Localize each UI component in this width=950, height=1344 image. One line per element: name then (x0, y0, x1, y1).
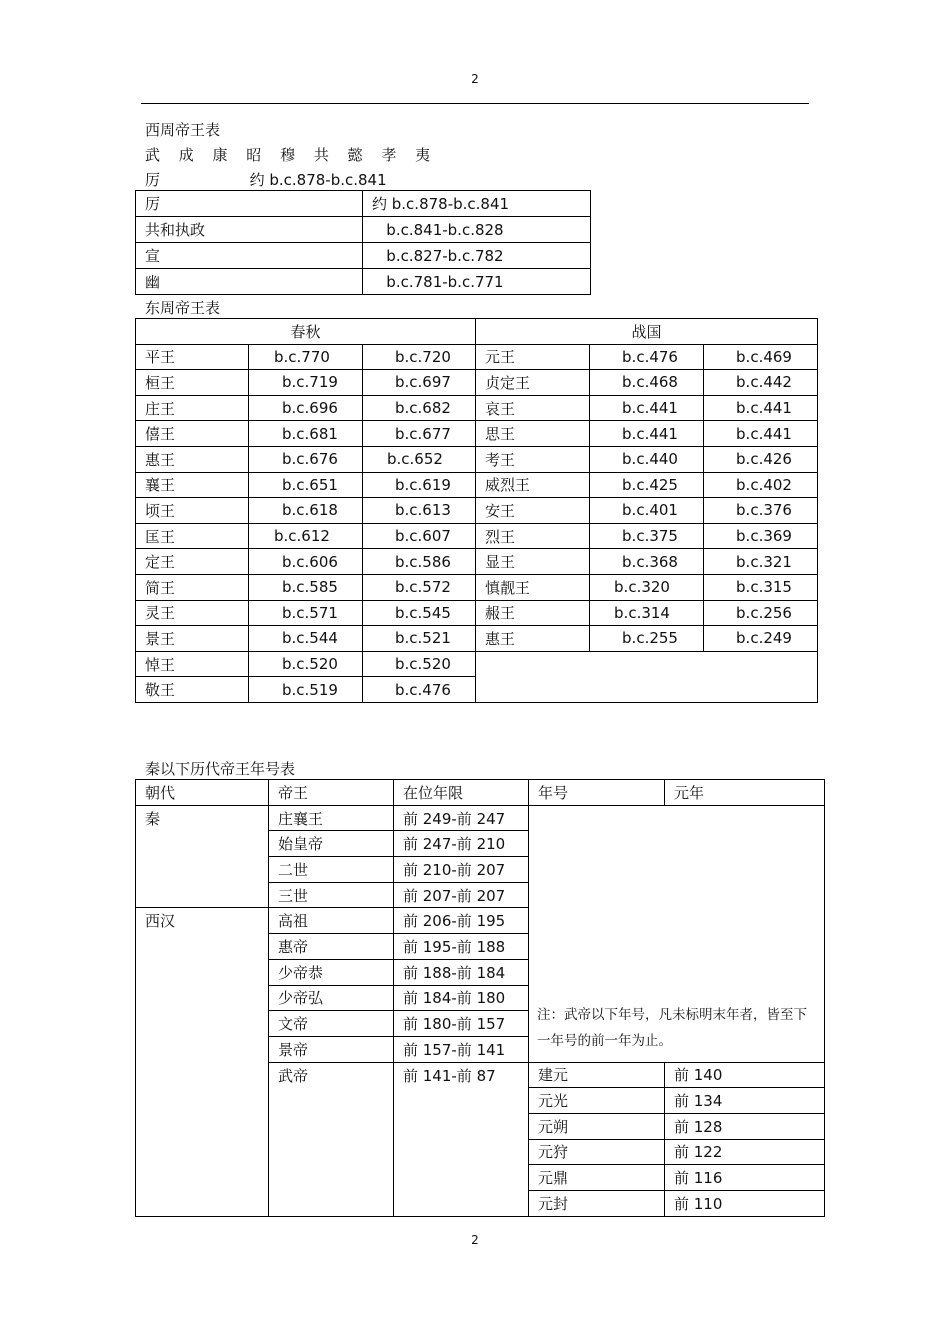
chunqiu-start-cell: b.c.696 (249, 395, 363, 421)
table-row (136, 370, 818, 396)
li-name: 厉 (145, 171, 161, 189)
zhanguo-end-cell: b.c.426 (704, 446, 818, 472)
zhanguo-end-cell: b.c.442 (704, 370, 818, 396)
column-header: 帝王 (269, 780, 394, 806)
zhanguo-start-cell: b.c.468 (590, 370, 704, 396)
table-row (136, 269, 591, 295)
column-header: 元年 (665, 780, 825, 806)
chunqiu-end-cell: b.c.677 (363, 421, 476, 447)
reign-years-cell: b.c.841-b.c.828 (363, 217, 591, 243)
xizhou-kings-line: 武 成 康 昭 穆 共 懿 孝 夷 (145, 146, 438, 164)
zhanguo-start-cell: b.c.440 (590, 446, 704, 472)
chunqiu-start-cell: b.c.585 (249, 574, 363, 600)
zhanguo-king-cell: 元王 (476, 344, 590, 370)
king-name-cell: 共和执政 (136, 217, 363, 243)
reign-cell: 前 157-前 141 (394, 1036, 529, 1062)
era-name-cell: 元鼎 (529, 1165, 665, 1191)
page-number-bottom: 2 (471, 1233, 479, 1247)
reign-cell: 前 249-前 247 (394, 805, 529, 831)
chunqiu-end-cell: b.c.720 (363, 344, 476, 370)
dynasty-cell: 西汉 (136, 908, 269, 1216)
chunqiu-king-cell: 顷王 (136, 498, 249, 524)
zhanguo-header: 战国 (476, 319, 818, 345)
chunqiu-start-cell: b.c.618 (249, 498, 363, 524)
zhanguo-start-cell: b.c.401 (590, 498, 704, 524)
reign-cell: 前 180-前 157 (394, 1011, 529, 1037)
chunqiu-king-cell: 定王 (136, 549, 249, 575)
zhanguo-end-cell: b.c.376 (704, 498, 818, 524)
reign-cell: 前 247-前 210 (394, 831, 529, 857)
table-row (136, 780, 825, 806)
dynasty-cell: 秦 (136, 805, 269, 908)
era-name-cell: 元光 (529, 1088, 665, 1114)
chunqiu-end-cell: b.c.545 (363, 600, 476, 626)
ruler-cell: 高祖 (269, 908, 394, 934)
chunqiu-king-cell: 平王 (136, 344, 249, 370)
reign-years-cell: 约 b.c.878-b.c.841 (363, 191, 591, 217)
chunqiu-king-cell: 桓王 (136, 370, 249, 396)
chunqiu-king-cell: 庄王 (136, 395, 249, 421)
page-number-top: 2 (471, 72, 479, 86)
zhanguo-start-cell: b.c.320 (590, 574, 704, 600)
era-year-cell: 前 122 (665, 1139, 825, 1165)
ruler-cell: 武帝 (269, 1062, 394, 1216)
chunqiu-king-cell: 僖王 (136, 421, 249, 447)
chunqiu-start-cell: b.c.606 (249, 549, 363, 575)
king-name-cell: 厉 (136, 191, 363, 217)
zhanguo-king-cell: 贞定王 (476, 370, 590, 396)
qinhan-table (135, 779, 825, 1217)
reign-cell: 前 210-前 207 (394, 857, 529, 883)
chunqiu-king-cell: 惠王 (136, 446, 249, 472)
empty-cell (476, 651, 818, 702)
table-row (136, 472, 818, 498)
table-row (136, 651, 818, 677)
table-row (136, 523, 818, 549)
chunqiu-end-cell: b.c.682 (363, 395, 476, 421)
reign-cell: 前 207-前 207 (394, 882, 529, 908)
header-rule (141, 103, 809, 104)
table-row (136, 217, 591, 243)
era-name-cell: 元封 (529, 1191, 665, 1217)
chunqiu-start-cell: b.c.612 (249, 523, 363, 549)
zhanguo-king-cell: 哀王 (476, 395, 590, 421)
chunqiu-start-cell: b.c.770 (249, 344, 363, 370)
table-row (136, 574, 818, 600)
zhanguo-start-cell: b.c.476 (590, 344, 704, 370)
ruler-cell: 庄襄王 (269, 805, 394, 831)
xizhou-title: 西周帝王表 (145, 121, 221, 139)
table-row (136, 344, 818, 370)
ruler-cell: 惠帝 (269, 934, 394, 960)
ruler-cell: 景帝 (269, 1036, 394, 1062)
chunqiu-end-cell: b.c.476 (363, 677, 476, 703)
zhanguo-end-cell: b.c.469 (704, 344, 818, 370)
dongzhou-table (135, 318, 818, 703)
chunqiu-king-cell: 悼王 (136, 651, 249, 677)
zhanguo-end-cell: b.c.369 (704, 523, 818, 549)
table-row (136, 549, 818, 575)
column-header: 在位年限 (394, 780, 529, 806)
chunqiu-king-cell: 灵王 (136, 600, 249, 626)
zhanguo-end-cell: b.c.315 (704, 574, 818, 600)
ruler-cell: 始皇帝 (269, 831, 394, 857)
zhanguo-start-cell: b.c.368 (590, 549, 704, 575)
zhanguo-king-cell: 思王 (476, 421, 590, 447)
chunqiu-end-cell: b.c.521 (363, 626, 476, 652)
reign-years-cell: b.c.781-b.c.771 (363, 269, 591, 295)
reign-cell: 前 184-前 180 (394, 985, 529, 1011)
zhanguo-start-cell: b.c.375 (590, 523, 704, 549)
reign-cell: 前 141-前 87 (394, 1062, 529, 1216)
era-year-cell: 前 110 (665, 1191, 825, 1217)
xizhou-table (135, 190, 591, 295)
chunqiu-king-cell: 敬王 (136, 677, 249, 703)
ruler-cell: 少帝弘 (269, 985, 394, 1011)
table-row (136, 421, 818, 447)
column-header: 年号 (529, 780, 665, 806)
note-cell: 注：武帝以下年号，凡未标明末年者，皆至下一年号的前一年为止。 (529, 805, 825, 1062)
zhanguo-king-cell: 赧王 (476, 600, 590, 626)
zhanguo-start-cell: b.c.314 (590, 600, 704, 626)
zhanguo-king-cell: 显王 (476, 549, 590, 575)
zhanguo-king-cell: 考王 (476, 446, 590, 472)
chunqiu-king-cell: 襄王 (136, 472, 249, 498)
chunqiu-start-cell: b.c.520 (249, 651, 363, 677)
reign-cell: 前 206-前 195 (394, 908, 529, 934)
zhanguo-end-cell: b.c.256 (704, 600, 818, 626)
chunqiu-start-cell: b.c.571 (249, 600, 363, 626)
chunqiu-king-cell: 景王 (136, 626, 249, 652)
king-name-cell: 宣 (136, 243, 363, 269)
zhanguo-end-cell: b.c.321 (704, 549, 818, 575)
zhanguo-start-cell: b.c.425 (590, 472, 704, 498)
table-row (136, 498, 818, 524)
chunqiu-start-cell: b.c.676 (249, 446, 363, 472)
chunqiu-end-cell: b.c.520 (363, 651, 476, 677)
chunqiu-start-cell: b.c.544 (249, 626, 363, 652)
zhanguo-start-cell: b.c.441 (590, 395, 704, 421)
table-row (136, 626, 818, 652)
ruler-cell: 二世 (269, 857, 394, 883)
era-name-cell: 建元 (529, 1062, 665, 1088)
era-year-cell: 前 140 (665, 1062, 825, 1088)
chunqiu-start-cell: b.c.519 (249, 677, 363, 703)
chunqiu-end-cell: b.c.652 (363, 446, 476, 472)
chunqiu-end-cell: b.c.607 (363, 523, 476, 549)
zhanguo-end-cell: b.c.249 (704, 626, 818, 652)
dongzhou-title: 东周帝王表 (145, 299, 221, 317)
zhanguo-start-cell: b.c.441 (590, 421, 704, 447)
ruler-cell: 少帝恭 (269, 959, 394, 985)
zhanguo-start-cell: b.c.255 (590, 626, 704, 652)
chunqiu-king-cell: 简王 (136, 574, 249, 600)
zhanguo-king-cell: 安王 (476, 498, 590, 524)
column-header: 朝代 (136, 780, 269, 806)
zhanguo-end-cell: b.c.441 (704, 395, 818, 421)
xizhou-li-line (145, 169, 387, 190)
zhanguo-king-cell: 惠王 (476, 626, 590, 652)
era-year-cell: 前 128 (665, 1113, 825, 1139)
era-name-cell: 元狩 (529, 1139, 665, 1165)
zhanguo-king-cell: 烈王 (476, 523, 590, 549)
reign-cell: 前 188-前 184 (394, 959, 529, 985)
zhanguo-end-cell: b.c.441 (704, 421, 818, 447)
chunqiu-start-cell: b.c.681 (249, 421, 363, 447)
li-years: 约 b.c.878-b.c.841 (249, 171, 387, 189)
era-year-cell: 前 134 (665, 1088, 825, 1114)
reign-cell: 前 195-前 188 (394, 934, 529, 960)
table-row (136, 191, 591, 217)
reign-years-cell: b.c.827-b.c.782 (363, 243, 591, 269)
era-name-cell: 元朔 (529, 1113, 665, 1139)
chunqiu-start-cell: b.c.651 (249, 472, 363, 498)
chunqiu-end-cell: b.c.572 (363, 574, 476, 600)
chunqiu-king-cell: 匡王 (136, 523, 249, 549)
qinhan-title: 秦以下历代帝王年号表 (145, 760, 296, 778)
ruler-cell: 文帝 (269, 1011, 394, 1037)
table-row (136, 395, 818, 421)
table-row (136, 243, 591, 269)
table-row (136, 446, 818, 472)
zhanguo-king-cell: 慎靓王 (476, 574, 590, 600)
king-name-cell: 幽 (136, 269, 363, 295)
chunqiu-end-cell: b.c.586 (363, 549, 476, 575)
zhanguo-king-cell: 威烈王 (476, 472, 590, 498)
chunqiu-end-cell: b.c.697 (363, 370, 476, 396)
chunqiu-end-cell: b.c.613 (363, 498, 476, 524)
era-year-cell: 前 116 (665, 1165, 825, 1191)
chunqiu-end-cell: b.c.619 (363, 472, 476, 498)
chunqiu-start-cell: b.c.719 (249, 370, 363, 396)
table-row (136, 600, 818, 626)
zhanguo-end-cell: b.c.402 (704, 472, 818, 498)
table-row (136, 805, 825, 831)
chunqiu-header: 春秋 (136, 319, 476, 345)
ruler-cell: 三世 (269, 882, 394, 908)
